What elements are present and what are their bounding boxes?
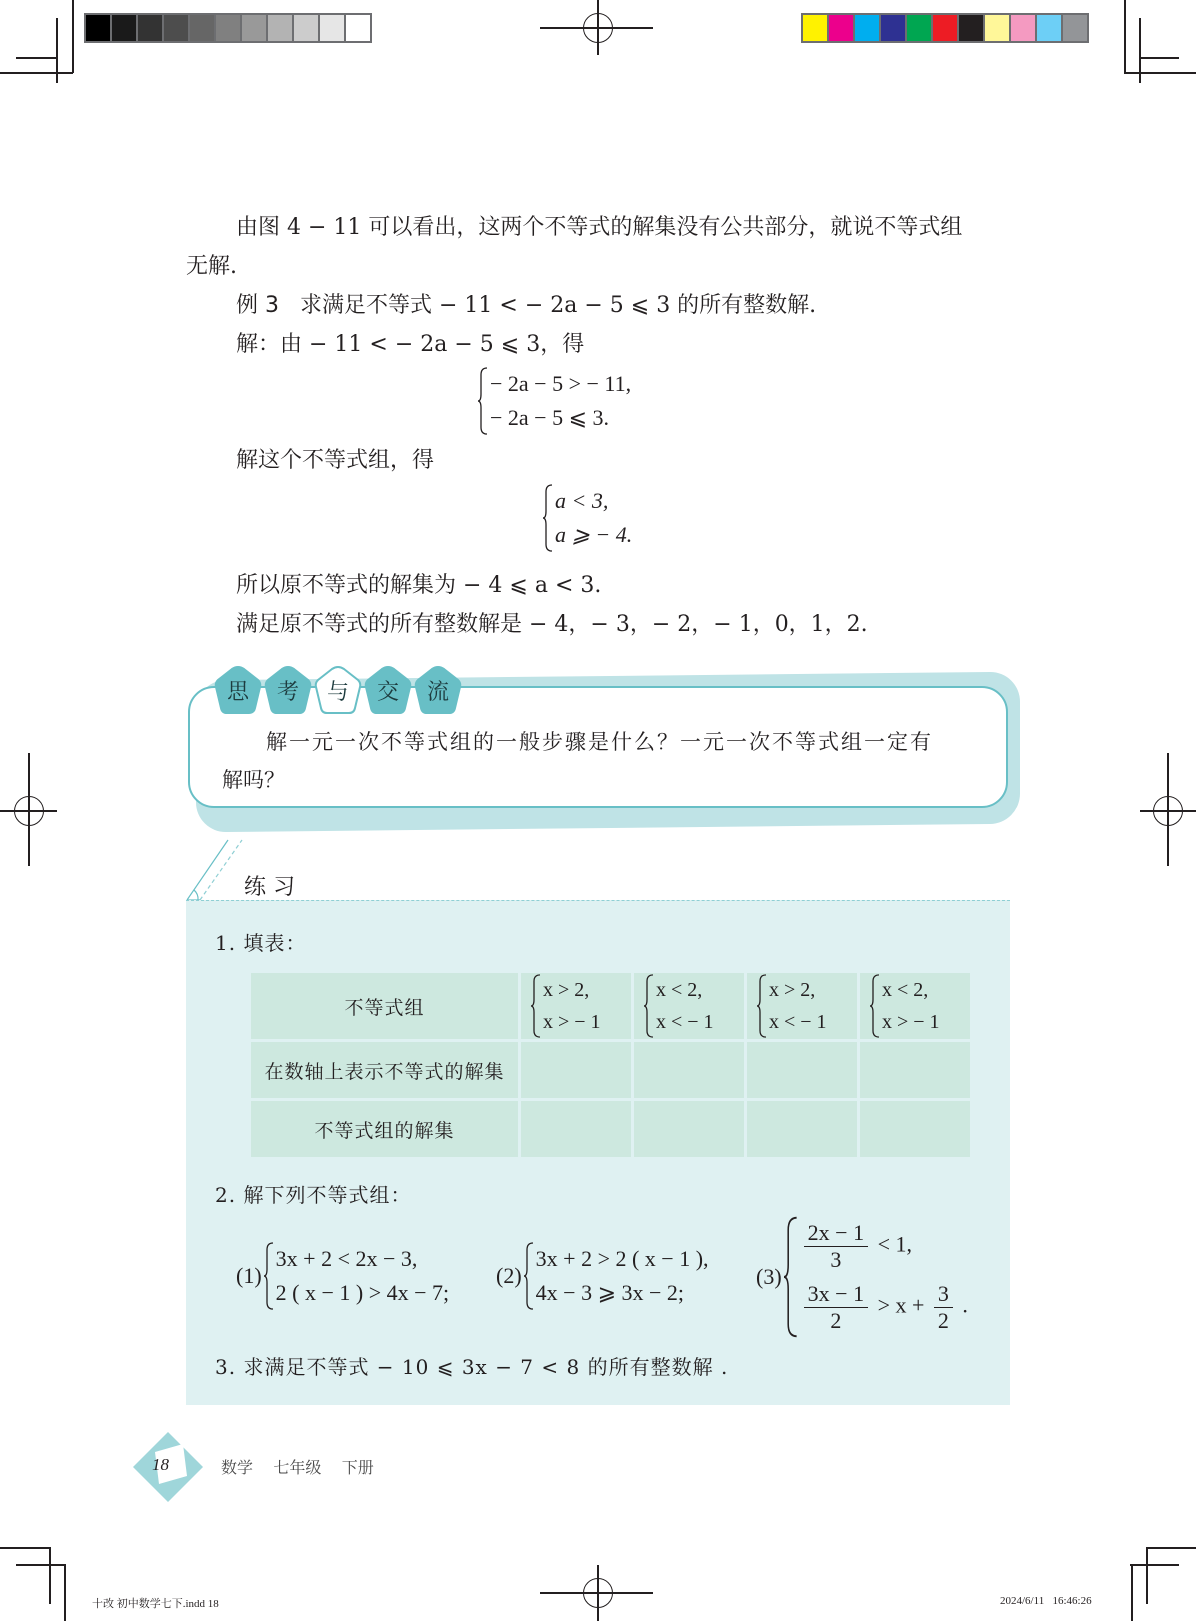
- footer-file-name: 十改 初中数学七下.indd 18: [92, 1598, 219, 1610]
- left-brace-icon: [531, 974, 541, 1038]
- fraction: [804, 1281, 868, 1334]
- badge-char: 流: [426, 679, 449, 705]
- answer-cell[interactable]: [634, 1042, 744, 1098]
- table-row: [251, 1042, 970, 1098]
- denominator: 2: [830, 1308, 842, 1333]
- question-2-label: 2. 解下列不等式组：: [215, 1183, 412, 1207]
- system-line: − 2a − 5 ⩽ 3.: [490, 405, 610, 430]
- solution-label: 解: [236, 332, 259, 357]
- gray-swatch: [216, 15, 242, 41]
- left-brace-icon: [524, 1242, 534, 1310]
- grayscale-color-bar: [84, 13, 372, 43]
- table-cell-system: [521, 973, 631, 1039]
- table-row: [251, 973, 970, 1039]
- color-swatch: [803, 15, 829, 41]
- footer-timestamp: 2024/6/11 16:46:26: [1000, 1595, 1092, 1607]
- system-line: − 2a − 5 > − 11,: [490, 371, 632, 396]
- answer-cell[interactable]: [634, 1101, 744, 1157]
- answer-cell[interactable]: [860, 1101, 970, 1157]
- paragraph-line: 无解.: [186, 254, 237, 279]
- system-line: x > 2,: [543, 979, 590, 1001]
- system-line: a ⩾ − 4.: [555, 522, 633, 547]
- think-question-line: 解一元一次不等式组的一般步骤是什么？一元一次不等式组一定有: [266, 730, 933, 754]
- color-swatch: [1011, 15, 1037, 41]
- left-brace-icon: [784, 1216, 798, 1338]
- think-question-line: 解吗？: [222, 768, 285, 792]
- fraction: [804, 1220, 868, 1273]
- system-line: x < − 1: [656, 1011, 714, 1033]
- color-swatch: [985, 15, 1011, 41]
- system-line: x > − 1: [543, 1011, 601, 1033]
- answer-cell[interactable]: [747, 1042, 857, 1098]
- row-header: 不等式组的解集: [251, 1101, 518, 1157]
- example-3: [236, 291, 816, 321]
- item-label: (3): [756, 1264, 782, 1289]
- example-label: 例 3: [236, 293, 279, 318]
- numerator: 3x − 1: [804, 1281, 868, 1308]
- question-3: 3. 求满足不等式 − 10 ⩽ 3x − 7 < 8 的所有整数解 .: [215, 1355, 729, 1379]
- color-swatch: [829, 15, 855, 41]
- gray-swatch: [164, 15, 190, 41]
- fill-in-table: [248, 970, 973, 1160]
- system-line: x < − 1: [769, 1011, 827, 1033]
- left-brace-icon: [644, 974, 654, 1038]
- color-swatch: [933, 15, 959, 41]
- left-brace-icon: [543, 484, 553, 552]
- q2-item-2: [496, 1242, 709, 1310]
- question-1-label: 1. 填表：: [215, 931, 307, 955]
- system-line: 3x + 2 < 2x − 3,: [275, 1246, 418, 1271]
- color-swatch: [959, 15, 985, 41]
- item-label: (1): [236, 1263, 262, 1288]
- inequality-system-1: [478, 367, 631, 435]
- practice-heading: 练 习: [244, 875, 295, 900]
- badge-char: 思: [226, 679, 249, 705]
- denominator: 2: [937, 1308, 949, 1333]
- system-line: 2 ( x − 1 ) > 4x − 7;: [275, 1280, 450, 1305]
- system-line: a < 3,: [555, 488, 609, 513]
- left-brace-icon: [478, 367, 488, 435]
- numerator: 3: [934, 1281, 953, 1308]
- gray-swatch: [86, 15, 112, 41]
- system-line: 3x + 2 > 2 ( x − 1 ),: [535, 1246, 709, 1271]
- process-color-bar: [801, 13, 1089, 43]
- table-row: [251, 1101, 970, 1157]
- answer-cell[interactable]: [860, 1042, 970, 1098]
- badge-char: 与: [326, 679, 349, 705]
- gray-swatch: [138, 15, 164, 41]
- solution-intro: [236, 330, 584, 360]
- answer-cell[interactable]: [521, 1042, 631, 1098]
- practice-divider: [186, 900, 1010, 901]
- badge-char: 交: [376, 679, 399, 705]
- gray-swatch: [346, 15, 370, 41]
- row-header: 在数轴上表示不等式的解集: [251, 1042, 518, 1098]
- left-brace-icon: [757, 974, 767, 1038]
- page-number: 18: [152, 1455, 169, 1474]
- table-cell-system: [634, 973, 744, 1039]
- system-line: x < 2,: [882, 979, 929, 1001]
- answer-cell[interactable]: [747, 1101, 857, 1157]
- left-brace-icon: [264, 1242, 274, 1310]
- answer-cell[interactable]: [521, 1101, 631, 1157]
- table-cell-system: [860, 973, 970, 1039]
- denominator: 3: [830, 1247, 842, 1272]
- badge-char: 考: [276, 679, 299, 705]
- color-swatch: [855, 15, 881, 41]
- gray-swatch: [242, 15, 268, 41]
- expression: > x +: [877, 1292, 925, 1318]
- left-brace-icon: [870, 974, 880, 1038]
- gray-swatch: [112, 15, 138, 41]
- expression: .: [962, 1292, 968, 1318]
- color-swatch: [881, 15, 907, 41]
- color-swatch: [1063, 15, 1087, 41]
- color-swatch: [907, 15, 933, 41]
- think-title-badge: [314, 665, 362, 715]
- system-line: [800, 1281, 968, 1334]
- think-title-badge: [264, 665, 312, 715]
- book-title: 数学 七年级 下册: [221, 1458, 374, 1477]
- think-title-badge: [214, 665, 262, 715]
- system-line: x > − 1: [882, 1011, 940, 1033]
- fraction: [934, 1281, 953, 1334]
- think-title-badge: [414, 665, 462, 715]
- table-cell-system: [747, 973, 857, 1039]
- gray-swatch: [294, 15, 320, 41]
- solution-text: ：由 − 11 < − 2a − 5 ⩽ 3，得: [258, 332, 585, 357]
- q2-item-3: [756, 1216, 968, 1338]
- system-line: 4x − 3 ⩾ 3x − 2;: [535, 1280, 685, 1305]
- system-line: x > 2,: [769, 979, 816, 1001]
- expression: < 1,: [877, 1231, 912, 1257]
- gray-swatch: [190, 15, 216, 41]
- think-title-badge: [364, 665, 412, 715]
- inequality-system-2: [543, 484, 632, 552]
- gray-swatch: [320, 15, 346, 41]
- conclusion-line: 满足原不等式的所有整数解是 − 4，− 3，− 2，− 1，0，1，2.: [236, 612, 868, 637]
- example-text: 求满足不等式 − 11 < − 2a − 5 ⩽ 3 的所有整数解.: [299, 293, 817, 318]
- gray-swatch: [268, 15, 294, 41]
- q2-item-1: [236, 1242, 449, 1310]
- conclusion-line: 所以原不等式的解集为 − 4 ⩽ a < 3.: [236, 573, 602, 598]
- system-line: [800, 1220, 968, 1273]
- paragraph-line: 由图 4 − 11 可以看出，这两个不等式的解集没有公共部分，就说不等式组: [236, 215, 963, 240]
- system-line: x < 2,: [656, 979, 703, 1001]
- item-label: (2): [496, 1263, 522, 1288]
- solve-text: 解这个不等式组，得: [236, 448, 435, 473]
- color-swatch: [1037, 15, 1063, 41]
- numerator: 2x − 1: [804, 1220, 868, 1247]
- row-header: 不等式组: [251, 973, 518, 1039]
